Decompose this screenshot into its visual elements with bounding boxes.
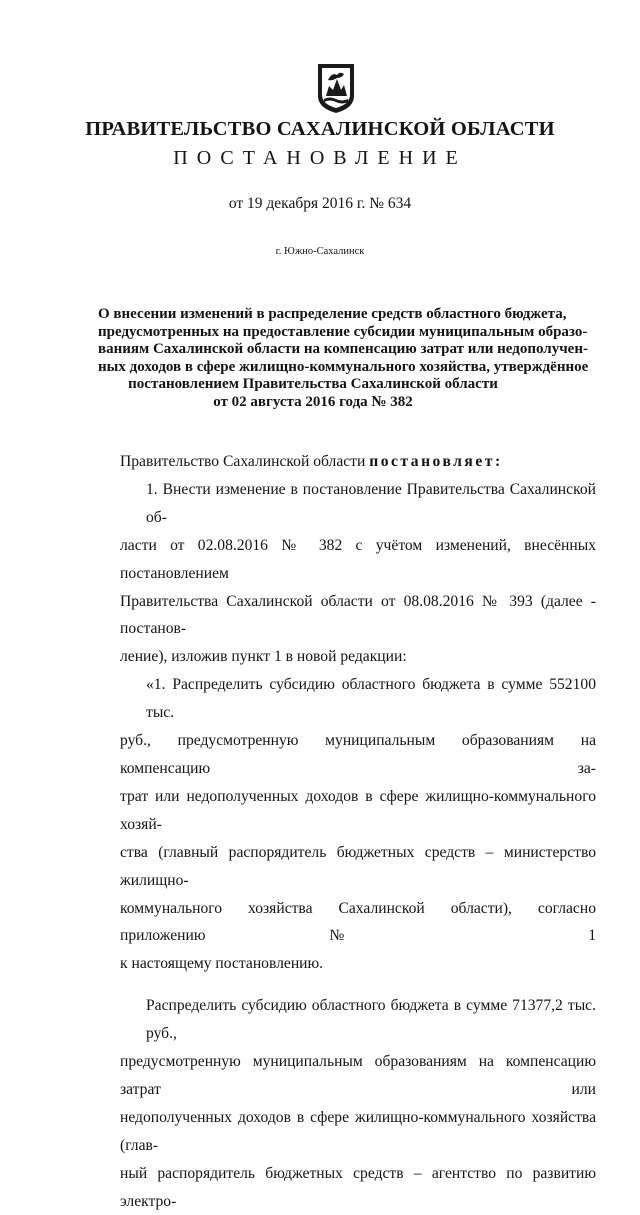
paragraph-2-line: ства (главный распорядитель бюджетных средств – министерство жилищно- xyxy=(120,843,596,889)
sakhalin-coat-of-arms-icon xyxy=(315,60,357,114)
paragraph-gap xyxy=(120,978,596,992)
paragraph-2-line: к настоящему постановлению. xyxy=(120,955,324,973)
paragraph-3-line: Распределить субсидию областного бюджета в сумме 71377,2 тыс. руб., xyxy=(146,997,596,1043)
paragraph-2-line: коммунального хозяйства Сахалинской области), согласно приложению № 1 xyxy=(120,899,596,945)
subject-line: ных доходов в сфере жилищно-коммунального хозяйства, утверждённое xyxy=(98,358,589,375)
document-date-number: от 19 декабря 2016 г. № 634 xyxy=(228,195,412,212)
paragraph-3-line: предусмотренную муниципальным образованиям на компенсацию затрат или xyxy=(120,1053,596,1098)
subject-line: О внесении изменений в распределение средств областного бюджета, xyxy=(98,306,567,322)
preamble-text: Правительство Сахалинской области xyxy=(120,453,370,470)
government-title: ПРАВИТЕЛЬСТВО САХАЛИНСКОЙ ОБЛАСТИ xyxy=(85,118,555,140)
paragraph-3-line: ный распорядитель бюджетных средств – агентство по развитию электро- xyxy=(120,1164,596,1210)
paragraph-1-line: ласти от 02.08.2016 № 382 с учётом изменений, внесённых постановлением xyxy=(120,536,596,582)
paragraph-2-line: руб., предусмотренную муниципальным образованиям на компенсацию за- xyxy=(120,732,596,777)
preamble xyxy=(120,448,596,476)
paragraph-1-line: ление), изложив пункт 1 в новой редакции: xyxy=(120,648,407,666)
subject-line: предусмотренных на предоставление субсидии муниципальным образо- xyxy=(98,323,588,340)
subject-line: ваниям Сахалинской области на компенсацию затрат или недополучен- xyxy=(98,341,588,358)
document-type: ПОСТАНОВЛЕНИЕ xyxy=(173,147,467,169)
paragraph-2-line: трат или недополученных доходов в сфере жилищно-коммунального хозяй- xyxy=(120,787,596,833)
preamble-emphasis: постановляет: xyxy=(369,453,503,470)
paragraph-1-line: 1. Внести изменение в постановление Правительства Сахалинской об- xyxy=(146,480,596,526)
document-body xyxy=(120,448,596,1215)
document-city: г. Южно-Сахалинск xyxy=(275,246,365,257)
subject-line: постановлением Правительства Сахалинской области xyxy=(128,376,498,393)
paragraph-3-line: недополученных доходов в сфере жилищно-коммунального хозяйства (глав- xyxy=(120,1108,596,1154)
paragraph-1-line: Правительства Сахалинской области от 08.08.2016 № 393 (далее - постанов- xyxy=(120,592,596,638)
subject-line: от 02 августа 2016 года № 382 xyxy=(213,393,413,410)
paragraph-2-line: «1. Распределить субсидию областного бюджета в сумме 552100 тыс. xyxy=(146,676,596,722)
document-subject xyxy=(98,306,589,412)
